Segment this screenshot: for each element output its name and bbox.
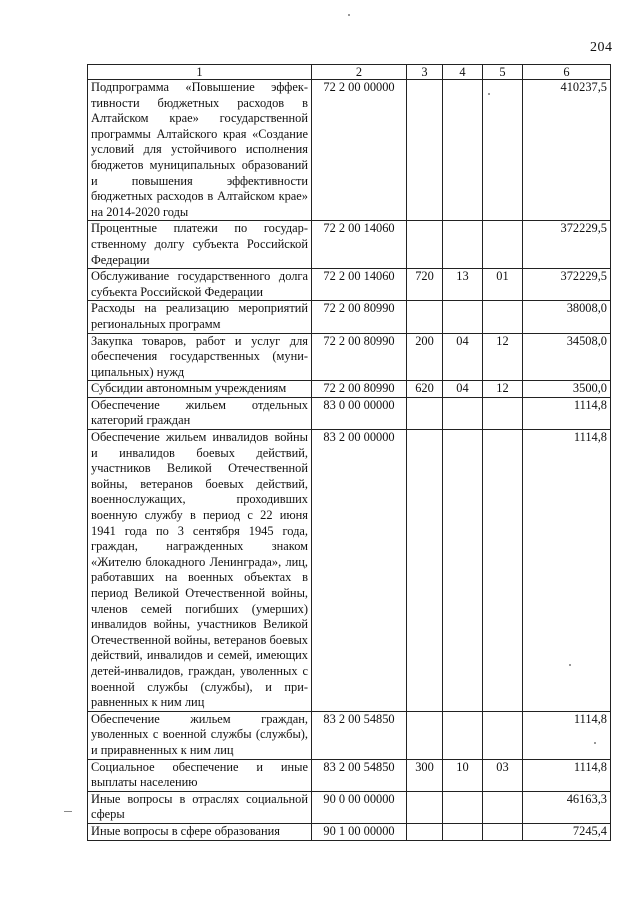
row-pr (483, 301, 523, 333)
scan-mark (64, 811, 72, 812)
scan-speck (569, 664, 571, 666)
row-rz (443, 791, 483, 823)
row-code: 90 1 00 00000 (312, 823, 407, 840)
row-rz: 13 (443, 269, 483, 301)
scan-speck (594, 742, 596, 744)
row-name: Иные вопросы в отраслях социальной сферы (88, 791, 312, 823)
row-rz (443, 301, 483, 333)
table-row (88, 333, 611, 381)
row-vr: 620 (407, 381, 443, 398)
row-rz: 10 (443, 759, 483, 791)
row-vr (407, 301, 443, 333)
table-row (88, 80, 611, 221)
row-name: Закупка товаров, работ и услуг для обеспечения государственных (муниципальных) нужд (88, 333, 312, 381)
row-code: 72 2 00 80990 (312, 381, 407, 398)
row-vr (407, 711, 443, 759)
row-vr (407, 221, 443, 269)
row-vr: 300 (407, 759, 443, 791)
row-code: 72 2 00 00000 (312, 80, 407, 221)
column-header: 1 (88, 65, 312, 80)
row-rz (443, 711, 483, 759)
budget-table (87, 64, 611, 841)
row-amount: 3500,0 (523, 381, 611, 398)
row-amount: 7245,4 (523, 823, 611, 840)
table-row (88, 397, 611, 429)
row-amount: 410237,5 (523, 80, 611, 221)
row-name: Иные вопросы в сфере образования (88, 823, 312, 840)
row-amount: 38008,0 (523, 301, 611, 333)
row-code: 72 2 00 80990 (312, 333, 407, 381)
row-code: 72 2 00 14060 (312, 269, 407, 301)
row-amount: 1114,8 (523, 430, 611, 712)
row-pr: 12 (483, 333, 523, 381)
row-vr: 200 (407, 333, 443, 381)
row-name: Процентные платежи по государственному долгу субъекта Российской Федерации (88, 221, 312, 269)
row-rz (443, 397, 483, 429)
row-rz (443, 823, 483, 840)
row-pr (483, 791, 523, 823)
row-name: Обеспечение жильем отдельных категорий граждан (88, 397, 312, 429)
row-pr (483, 80, 523, 221)
row-name: Социальное обеспечение и иные выплаты населению (88, 759, 312, 791)
row-name: Обслуживание государственного долга субъекта Российской Федерации (88, 269, 312, 301)
column-header: 5 (483, 65, 523, 80)
row-rz (443, 430, 483, 712)
row-code: 72 2 00 80990 (312, 301, 407, 333)
table-row (88, 269, 611, 301)
row-vr (407, 397, 443, 429)
table-row (88, 430, 611, 712)
table-row (88, 221, 611, 269)
column-header: 4 (443, 65, 483, 80)
page-number: 204 (590, 40, 613, 55)
row-code: 83 2 00 00000 (312, 430, 407, 712)
row-name: Субсидии автономным учреждениям (88, 381, 312, 398)
row-amount: 1114,8 (523, 397, 611, 429)
column-header: 2 (312, 65, 407, 80)
table-row (88, 381, 611, 398)
row-rz (443, 80, 483, 221)
table-row (88, 791, 611, 823)
row-code: 83 2 00 54850 (312, 711, 407, 759)
row-pr (483, 221, 523, 269)
row-amount: 372229,5 (523, 221, 611, 269)
column-header: 3 (407, 65, 443, 80)
row-pr: 01 (483, 269, 523, 301)
row-amount: 372229,5 (523, 269, 611, 301)
row-rz: 04 (443, 381, 483, 398)
row-name: Обеспечение жильем граждан, уволенных с военной службы (службы), и приравненных к ним лиц (88, 711, 312, 759)
row-pr: 03 (483, 759, 523, 791)
row-code: 72 2 00 14060 (312, 221, 407, 269)
row-name: Расходы на реализацию мероприятий региональных программ (88, 301, 312, 333)
header-row (88, 65, 611, 80)
row-code: 83 0 00 00000 (312, 397, 407, 429)
table-row (88, 301, 611, 333)
row-pr (483, 711, 523, 759)
row-amount: 46163,3 (523, 791, 611, 823)
row-vr (407, 430, 443, 712)
table-row (88, 759, 611, 791)
row-vr (407, 80, 443, 221)
table-row (88, 823, 611, 840)
scan-speck (488, 93, 490, 95)
scan-speck (348, 14, 350, 16)
column-header: 6 (523, 65, 611, 80)
row-vr (407, 823, 443, 840)
row-amount: 34508,0 (523, 333, 611, 381)
row-pr (483, 430, 523, 712)
row-vr: 720 (407, 269, 443, 301)
row-name: Обеспечение жильем инвалидов войны и инвалидов боевых действий, участников Великой Отечественной войны, ветеранов боевых действий, военнослужащих, проходивших военную службу в период с 22 июня 1941 года по 3 сентября 1945 года, граждан, награжденных знаком «Жителю блокадного Ленинграда», лиц, работавших на военных объектах в период Великой Отечественной войны, членов семей погибших (умерших) инвалидов войны, участников Великой Отечественной войны, ветеранов боевых действий, инвалидов и семей, имеющих детей-инвалидов, граждан, уволенных с военной службы (службы), и приравненных к ним лиц (88, 430, 312, 712)
row-vr (407, 791, 443, 823)
row-amount: 1114,8 (523, 711, 611, 759)
row-code: 83 2 00 54850 (312, 759, 407, 791)
row-rz: 04 (443, 333, 483, 381)
row-rz (443, 221, 483, 269)
row-code: 90 0 00 00000 (312, 791, 407, 823)
row-pr (483, 823, 523, 840)
row-pr (483, 397, 523, 429)
row-name: Подпрограмма «Повышение эффективности бюджетных расходов в Алтайском крае» государственной программы Алтайского края «Создание условий для устойчивого исполнения бюджетов муниципальных образований и повышения эффективности бюджетных расходов в Алтайском крае» на 2014-2020 годы (88, 80, 312, 221)
table-row (88, 711, 611, 759)
row-pr: 12 (483, 381, 523, 398)
row-amount: 1114,8 (523, 759, 611, 791)
